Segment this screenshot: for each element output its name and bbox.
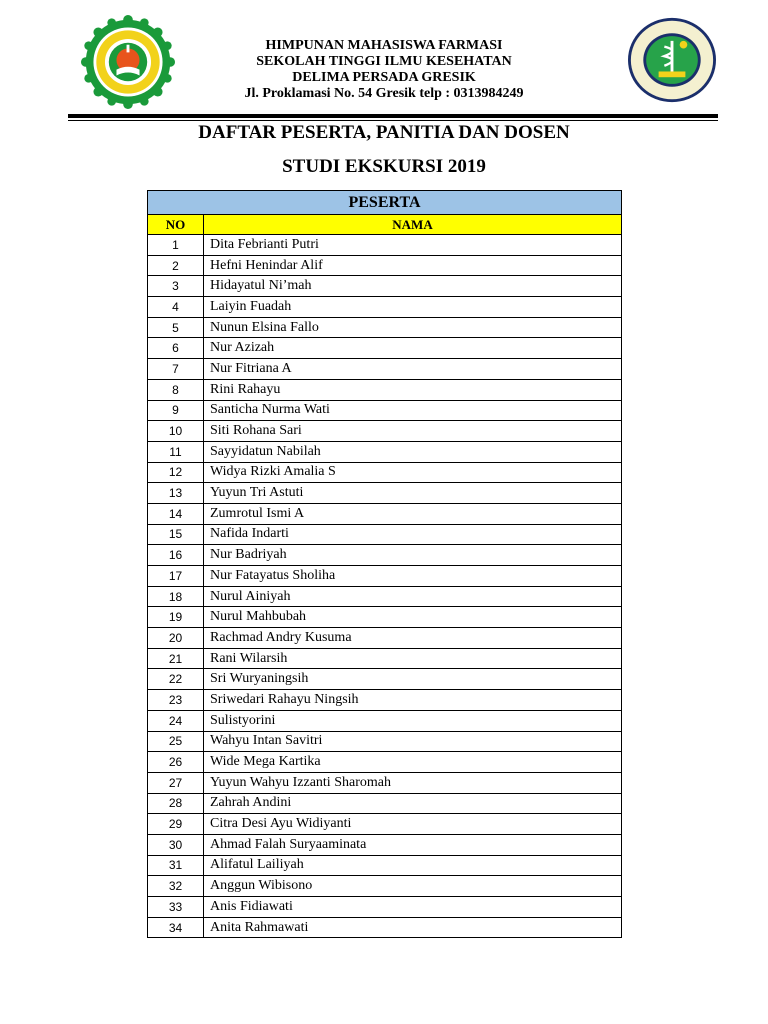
row-number: 5 [148,317,204,338]
participant-name: Santicha Nurma Wati [204,400,622,421]
participant-name: Ahmad Falah Suryaaminata [204,834,622,855]
participant-name: Sulistyorini [204,710,622,731]
participant-name: Nurul Mahbubah [204,607,622,628]
row-number: 3 [148,276,204,297]
row-number: 25 [148,731,204,752]
org-name: HIMPUNAN MAHASISWA FARMASI [265,38,503,53]
row-number: 6 [148,338,204,359]
participant-name: Nafida Indarti [204,524,622,545]
row-number: 10 [148,421,204,442]
table-row [148,400,622,421]
row-number: 16 [148,545,204,566]
table-row [148,359,622,380]
table-row [148,317,622,338]
participant-name: Anita Rahmawati [204,917,622,938]
participant-name: Nur Fitriana A [204,359,622,380]
table-row [148,255,622,276]
row-number: 18 [148,586,204,607]
table-row [148,710,622,731]
table-row [148,462,622,483]
letterhead-rule [68,114,718,118]
table-row [148,897,622,918]
table-row [148,648,622,669]
table-row [148,524,622,545]
participant-table [147,190,622,938]
row-number: 33 [148,897,204,918]
address-line: Jl. Proklamasi No. 54 Gresik telp : 0313984249 [244,86,524,101]
row-number: 29 [148,814,204,835]
row-number: 19 [148,607,204,628]
participant-name: Wide Mega Kartika [204,752,622,773]
participant-name: Dita Febrianti Putri [204,235,622,256]
column-header-no: NO [148,215,204,235]
participant-name: Sri Wuryaningsih [204,669,622,690]
participant-name: Laiyin Fuadah [204,297,622,318]
participant-name: Sayyidatun Nabilah [204,441,622,462]
participant-name: Nurul Ainiyah [204,586,622,607]
participant-name: Zahrah Andini [204,793,622,814]
participant-name: Nur Azizah [204,338,622,359]
participant-name: Yuyun Wahyu Izzanti Sharomah [204,772,622,793]
participant-name: Citra Desi Ayu Widiyanti [204,814,622,835]
table-row [148,607,622,628]
table-row [148,503,622,524]
row-number: 17 [148,566,204,587]
row-number: 13 [148,483,204,504]
participant-name: Nur Badriyah [204,545,622,566]
institution-name: SEKOLAH TINGGI ILMU KESEHATAN [256,54,512,69]
row-number: 11 [148,441,204,462]
row-number: 20 [148,628,204,649]
table-row [148,814,622,835]
row-number: 1 [148,235,204,256]
row-number: 32 [148,876,204,897]
letterhead-rule-thin [68,120,718,121]
institution-location: DELIMA PERSADA GRESIK [292,70,476,85]
table-row [148,421,622,442]
table-row [148,855,622,876]
table-row [148,793,622,814]
row-number: 14 [148,503,204,524]
row-number: 12 [148,462,204,483]
letterhead-text [180,38,588,102]
document-title: DAFTAR PESERTA, PANITIA DAN DOSEN [198,122,570,143]
participant-name: Yuyun Tri Astuti [204,483,622,504]
participant-name: Zumrotul Ismi A [204,503,622,524]
participant-name: Anggun Wibisono [204,876,622,897]
table-row [148,731,622,752]
letterhead [0,0,768,120]
table-row [148,876,622,897]
table-row [148,772,622,793]
row-number: 30 [148,834,204,855]
row-number: 7 [148,359,204,380]
row-number: 23 [148,690,204,711]
row-number: 21 [148,648,204,669]
participant-name: Rini Rahayu [204,379,622,400]
table-row [148,235,622,256]
table-row [148,441,622,462]
row-number: 27 [148,772,204,793]
row-number: 31 [148,855,204,876]
participant-name: Widya Rizki Amalia S [204,462,622,483]
row-number: 8 [148,379,204,400]
participant-name: Hidayatul Ni’mah [204,276,622,297]
table-row [148,545,622,566]
table-row [148,379,622,400]
row-number: 26 [148,752,204,773]
document-subtitle: STUDI EKSKURSI 2019 [282,156,486,177]
table-row [148,752,622,773]
row-number: 9 [148,400,204,421]
stikes-logo [80,14,176,110]
table-row [148,297,622,318]
row-number: 24 [148,710,204,731]
row-number: 2 [148,255,204,276]
table-row [148,483,622,504]
table-row [148,566,622,587]
table-row [148,276,622,297]
section-header: PESERTA [148,191,622,215]
participant-name: Alifatul Lailiyah [204,855,622,876]
table-row [148,628,622,649]
participant-name: Rachmad Andry Kusuma [204,628,622,649]
row-number: 22 [148,669,204,690]
participant-name: Siti Rohana Sari [204,421,622,442]
row-number: 15 [148,524,204,545]
row-number: 34 [148,917,204,938]
himafa-logo [624,16,720,104]
participant-name: Hefni Henindar Alif [204,255,622,276]
participant-name: Wahyu Intan Savitri [204,731,622,752]
column-header-name: NAMA [204,215,622,235]
table-row [148,669,622,690]
table-row [148,586,622,607]
participant-name: Rani Wilarsih [204,648,622,669]
participant-name: Nunun Elsina Fallo [204,317,622,338]
table-row [148,338,622,359]
participant-name: Anis Fidiawati [204,897,622,918]
participant-name: Nur Fatayatus Sholiha [204,566,622,587]
row-number: 4 [148,297,204,318]
table-row [148,690,622,711]
table-row [148,834,622,855]
participant-name: Sriwedari Rahayu Ningsih [204,690,622,711]
table-row [148,917,622,938]
row-number: 28 [148,793,204,814]
